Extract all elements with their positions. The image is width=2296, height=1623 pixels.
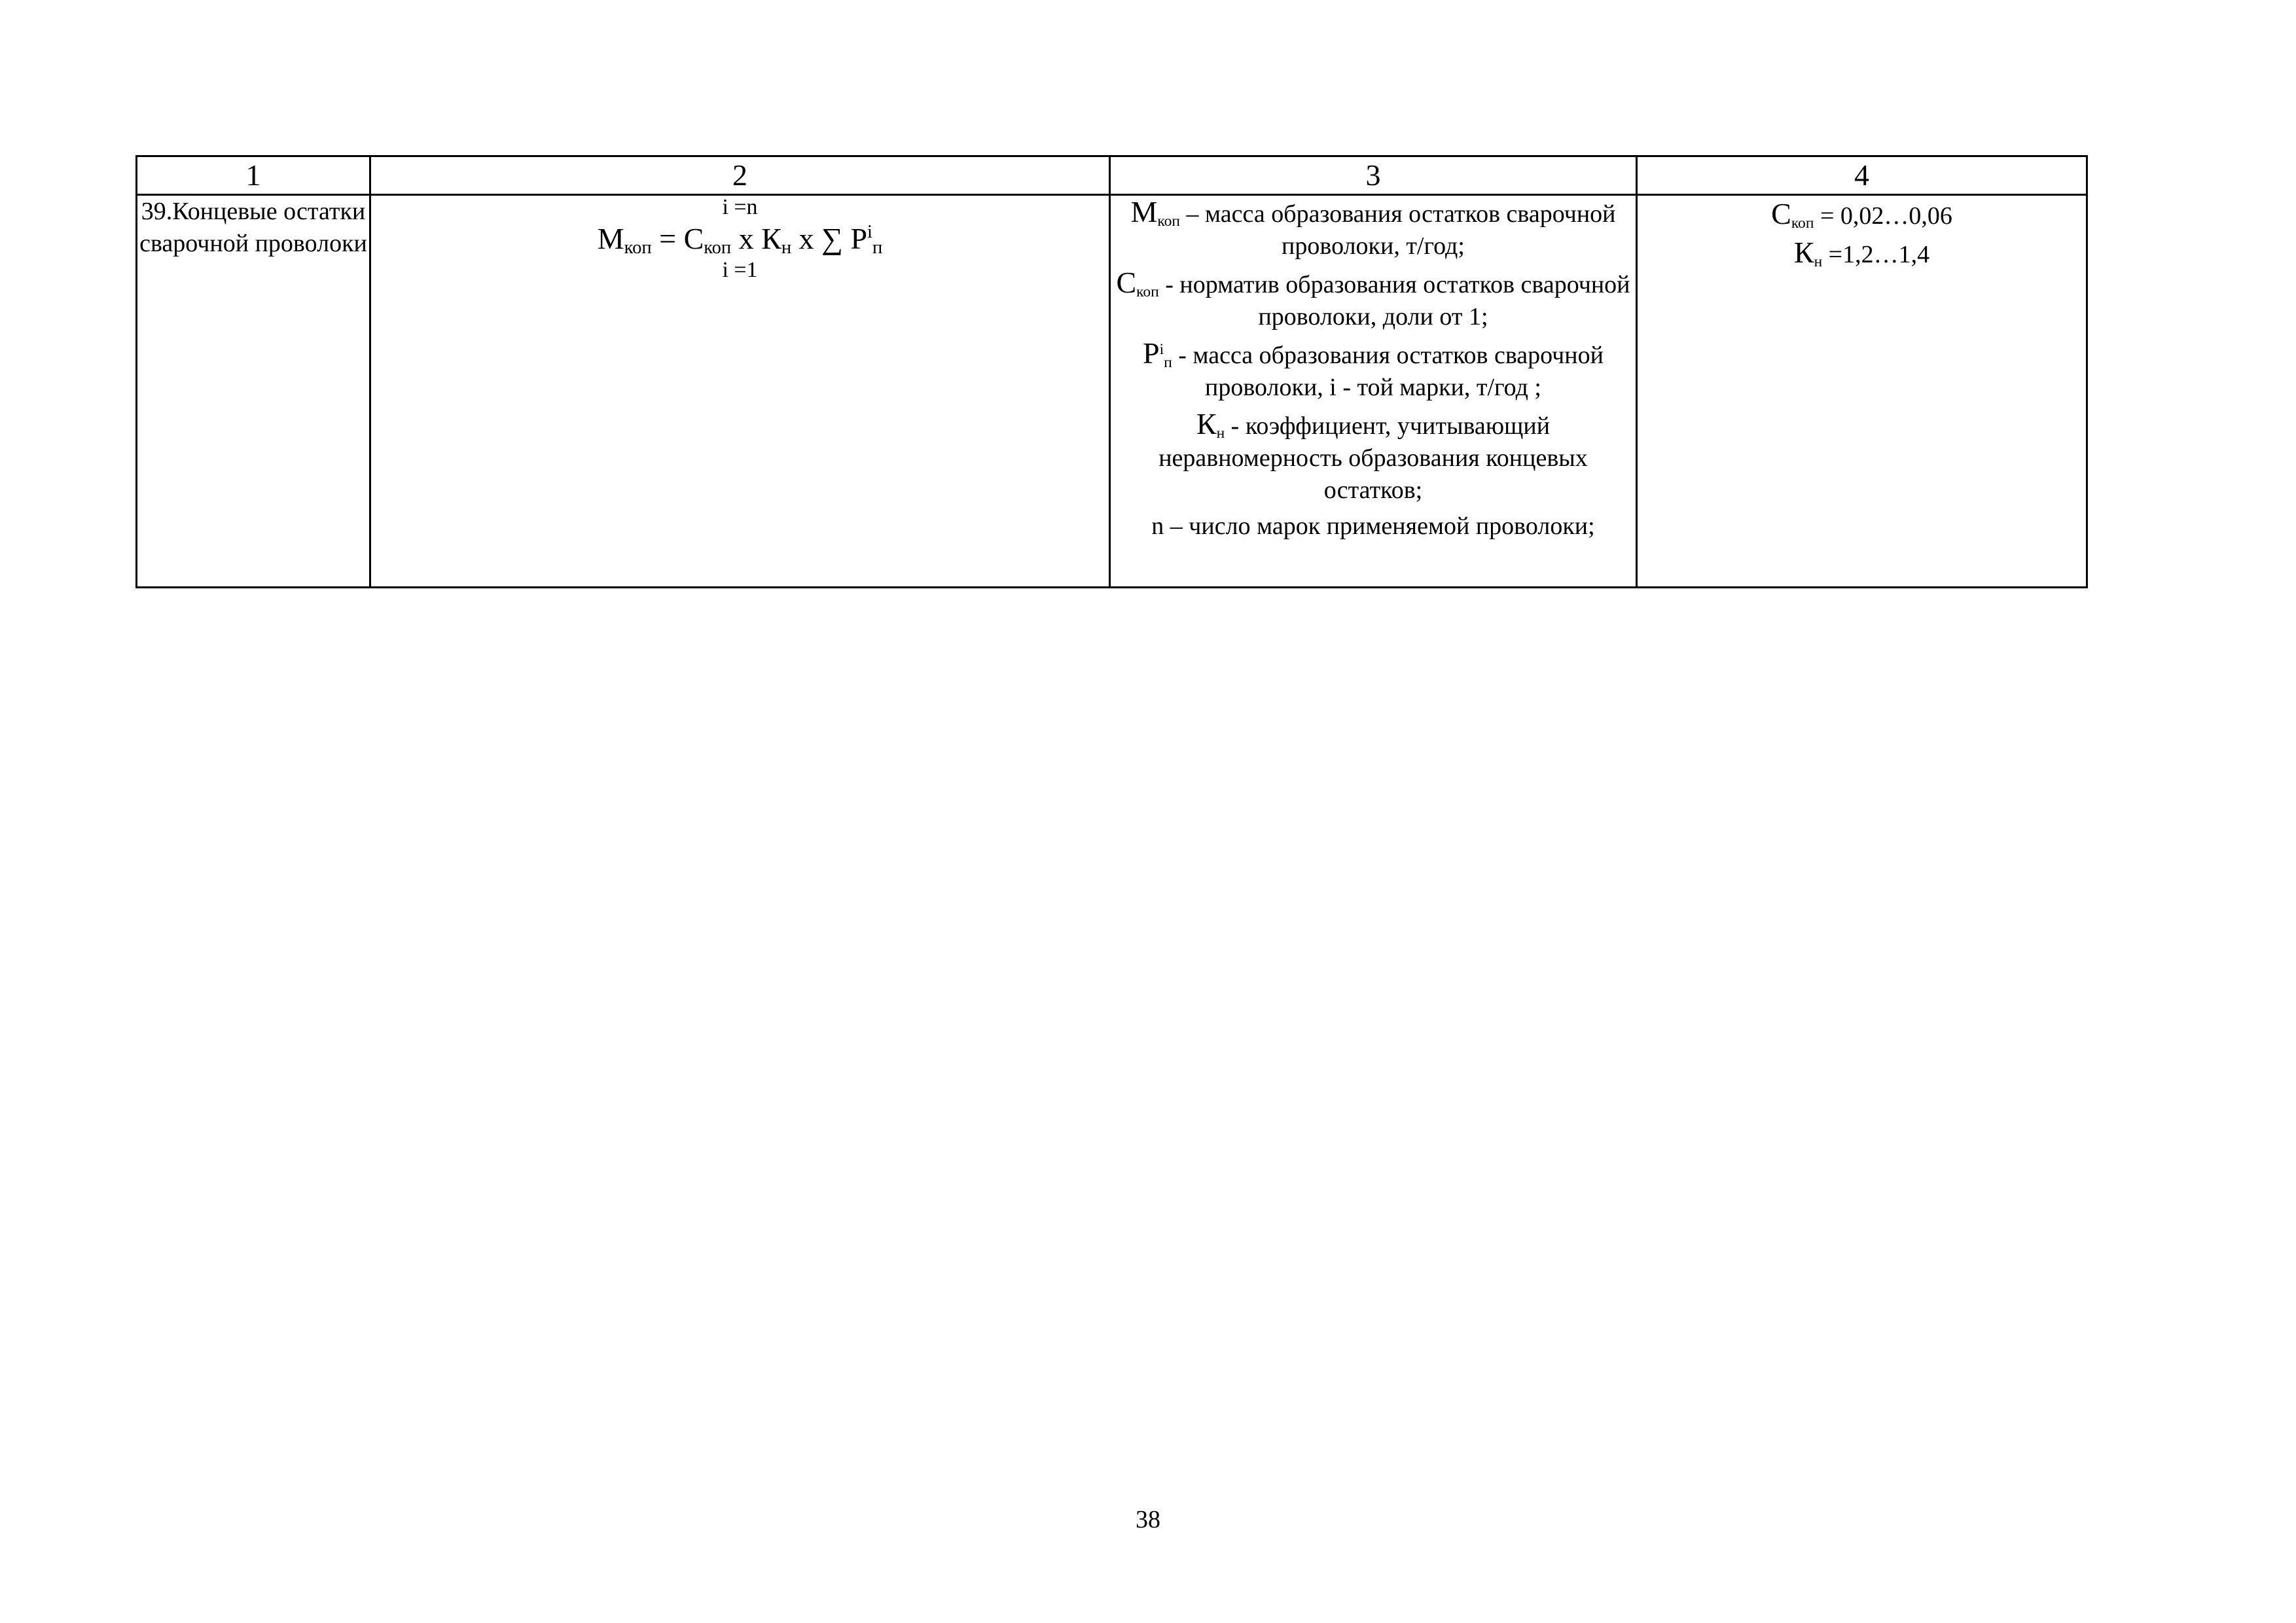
desc-p-sub: п bbox=[1164, 353, 1172, 371]
value-k-sub: н bbox=[1814, 253, 1823, 270]
desc-m bbox=[1111, 196, 1636, 262]
header-cell-3: 3 bbox=[1110, 156, 1637, 195]
header-cell-4: 4 bbox=[1637, 156, 2087, 195]
desc-n: n – число марок применяемой проволоки; bbox=[1151, 512, 1595, 540]
desc-k-sub: н bbox=[1216, 424, 1225, 442]
desc-k-text: - коэффициент, учитывающий неравномерность образования концевых остатков; bbox=[1158, 412, 1588, 504]
formula-k-sub: н bbox=[781, 238, 792, 259]
formula-eq: = bbox=[651, 222, 684, 255]
formula-k: К bbox=[761, 222, 781, 255]
header-row bbox=[137, 156, 2087, 195]
formula-p-sup: i bbox=[867, 221, 872, 242]
desc-c-text: - норматив образования остатков сварочной проволоки, доли от 1; bbox=[1158, 271, 1630, 330]
desc-m-symbol: М bbox=[1130, 195, 1158, 228]
desc-c-sub: коп bbox=[1136, 283, 1159, 300]
desc-m-text: – масса образования остатков сварочной проволоки, т/год; bbox=[1180, 200, 1616, 260]
formula-times: x bbox=[731, 222, 762, 255]
sum-lower-limit: i =1 bbox=[722, 258, 758, 282]
value-k-range: =1,2…1,4 bbox=[1822, 241, 1930, 268]
page-number: 38 bbox=[1136, 1506, 1160, 1533]
header-cell-1: 1 bbox=[137, 156, 370, 195]
table-row bbox=[137, 195, 2087, 588]
value-k bbox=[1638, 234, 2086, 273]
formula-cell bbox=[370, 195, 1110, 588]
desc-p-symbol: Р bbox=[1143, 336, 1160, 370]
values-cell bbox=[1637, 195, 2087, 588]
desc-k-symbol: К bbox=[1196, 407, 1217, 440]
desc-p bbox=[1111, 337, 1636, 404]
description-cell bbox=[1110, 195, 1637, 588]
formula-lhs: М bbox=[597, 222, 624, 255]
formula bbox=[371, 219, 1109, 259]
value-c bbox=[1638, 196, 2086, 234]
formula-sum-sign: x ∑ bbox=[791, 222, 851, 255]
desc-k bbox=[1111, 408, 1636, 507]
desc-p-text: - масса образования остатков сварочной проволоки, i - той марки, т/год ; bbox=[1172, 342, 1604, 401]
formula-c-sub: коп bbox=[704, 238, 732, 259]
desc-c-symbol: С bbox=[1116, 266, 1137, 299]
value-c-symbol: С bbox=[1771, 197, 1791, 230]
document-table bbox=[135, 155, 2088, 588]
formula-p: Р bbox=[850, 222, 868, 255]
desc-c bbox=[1111, 266, 1636, 333]
formula-c: С bbox=[683, 222, 704, 255]
value-k-symbol: К bbox=[1793, 236, 1814, 269]
desc-p-sup: i bbox=[1159, 340, 1164, 358]
value-c-sub: коп bbox=[1791, 214, 1814, 232]
formula-lhs-sub: коп bbox=[624, 238, 652, 259]
waste-name: 39.Концевые остатки сварочной проволоки bbox=[139, 198, 367, 257]
sum-upper-limit: i =n bbox=[722, 195, 758, 219]
formula-p-sub: п bbox=[872, 238, 883, 259]
desc-m-sub: коп bbox=[1157, 212, 1181, 230]
waste-name-cell bbox=[137, 195, 370, 588]
header-cell-2: 2 bbox=[370, 156, 1110, 195]
value-c-range: = 0,02…0,06 bbox=[1814, 202, 1952, 230]
